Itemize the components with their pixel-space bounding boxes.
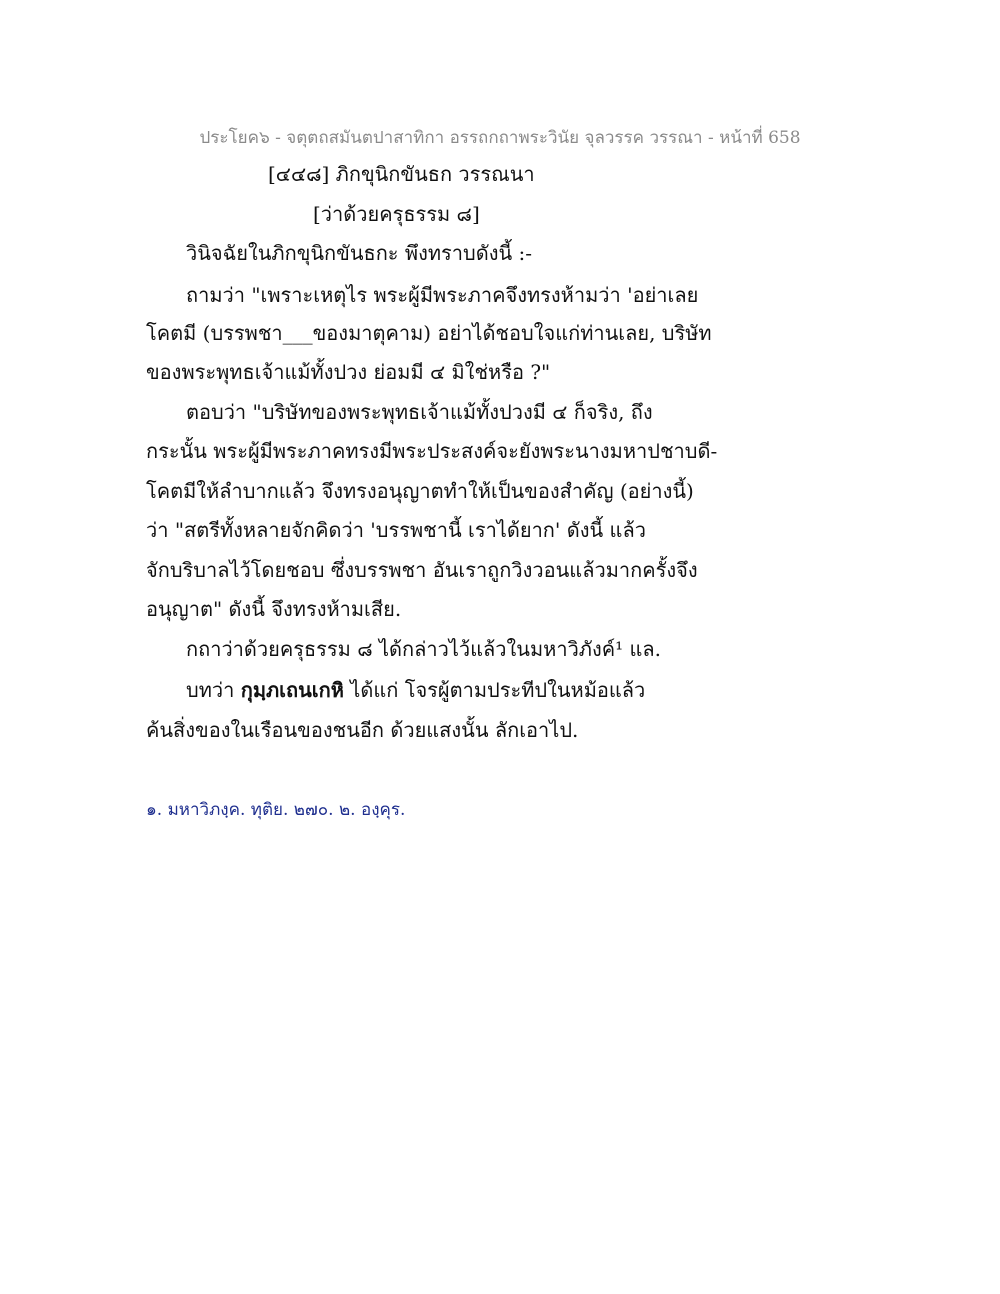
defined-term: กุมฺภเถนเกหิ — [240, 678, 344, 702]
body-line-1: วินิจฉัยในภิกขุนิกขันธกะ พึงทราบดังนี้ :- — [186, 241, 532, 265]
section-title: [๔๔๘] ภิกขุนิกขันธก วรรณนา — [268, 162, 535, 186]
line-12-suffix: ได้แก่ โจรผู้ตามประทีปในหม้อแล้ว — [343, 678, 646, 702]
body-line-3: โคตมี (บรรพชา___ของมาตุคาม) อย่าได้ชอบใจแก่ท่านเลย, บริษัท — [146, 321, 712, 345]
body-line-12 — [186, 676, 645, 704]
body-line-9: จักบริบาลไว้โดยชอบ ซึ่งบรรพชา อันเราถูกวิงวอนแล้วมากครั้งจึง — [146, 558, 698, 582]
section-subtitle: [ว่าด้วยครุธรรม ๘] — [313, 202, 480, 226]
body-line-13: ค้นสิ่งของในเรือนของชนอีก ด้วยแสงนั้น ลักเอาไป. — [146, 718, 579, 742]
body-line-6: กระนั้น พระผู้มีพระภาคทรงมีพระประสงค์จะยังพระนางมหาปชาบดี- — [146, 439, 718, 463]
footnote: ๑. มหาวิภงฺค. ทุติย. ๒๗๐. ๒. องฺคุร. — [146, 800, 406, 820]
body-line-10: อนุญาต" ดังนี้ จึงทรงห้ามเสีย. — [146, 597, 402, 621]
body-line-11: กถาว่าด้วยครุธรรม ๘ ได้กล่าวไว้แล้วในมหาวิภังค์¹ แล. — [186, 637, 661, 661]
body-line-8: ว่า "สตรีทั้งหลายจักคิดว่า 'บรรพชานี้ เราได้ยาก' ดังนี้ แล้ว — [146, 518, 646, 542]
body-line-2: ถามว่า "เพราะเหตุไร พระผู้มีพระภาคจึงทรงห้ามว่า 'อย่าเลย — [186, 283, 699, 307]
body-line-4: ของพระพุทธเจ้าแม้ทั้งปวง ย่อมมี ๔ มิใช่หรือ ?" — [146, 360, 551, 384]
line-12-prefix: บทว่า — [186, 678, 241, 702]
body-line-5: ตอบว่า "บริษัทของพระพุทธเจ้าแม้ทั้งปวงมี ๔ ก็จริง, ถึง — [186, 400, 653, 424]
page-header: ประโยค๖ - จตุตถสมันตปาสาทิกา อรรถกถาพระวินัย จุลวรรค วรรณา - หน้าที่ 658 — [199, 128, 801, 148]
body-line-7: โคตมีให้ลำบากแล้ว จึงทรงอนุญาตทำให้เป็นของสำคัญ (อย่างนี้) — [146, 479, 694, 503]
